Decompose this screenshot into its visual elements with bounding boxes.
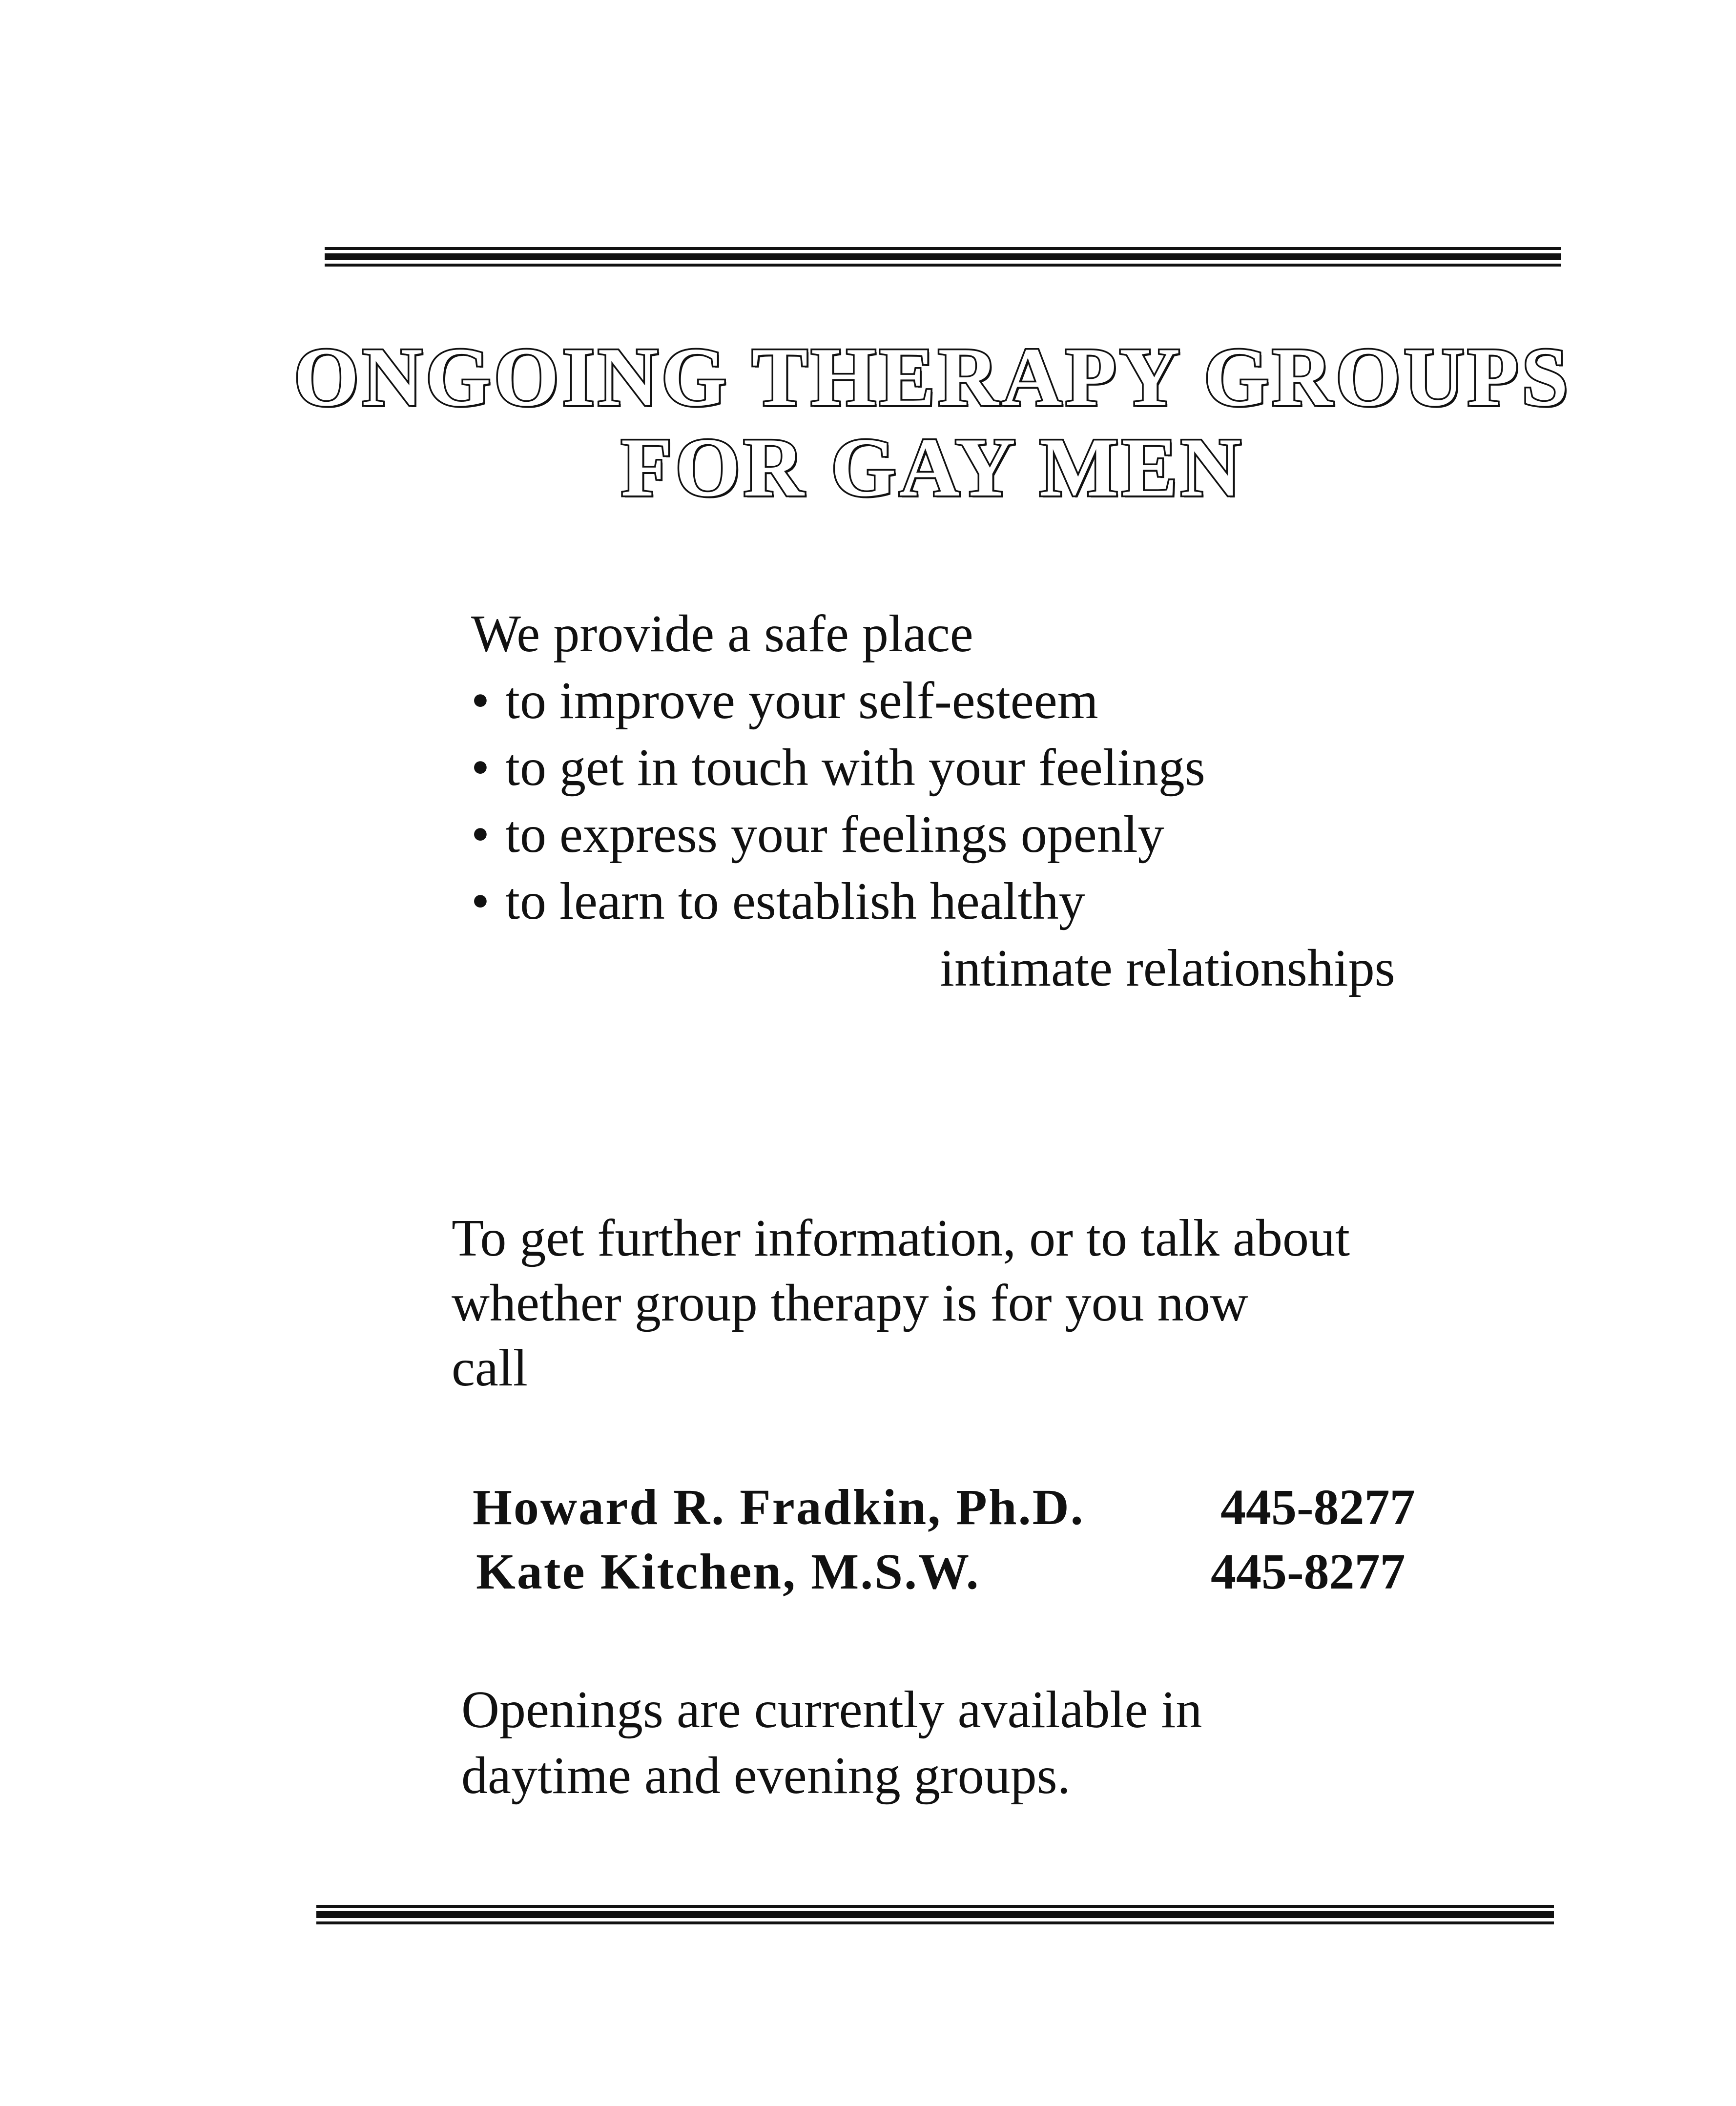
info-paragraph <box>452 1206 1350 1401</box>
contact-name: Howard R. Fradkin, Ph.D. <box>473 1479 1085 1535</box>
bullet-icon: • <box>471 672 490 730</box>
contact-phone: 445-8277 <box>1211 1544 1405 1600</box>
page-title-line-1: ONGOING THERAPY GROUPS <box>293 331 1571 424</box>
list-item-continuation: intimate relationships <box>940 939 1395 997</box>
bullet-icon: • <box>471 739 490 797</box>
bullet-icon: • <box>471 872 490 930</box>
top-decorative-rule <box>325 247 1561 271</box>
openings-line: daytime and evening groups. <box>461 1747 1071 1805</box>
list-item <box>471 734 1205 801</box>
rule-line <box>316 1905 1554 1908</box>
rule-line <box>325 264 1561 267</box>
list-item-text: to express your feelings openly <box>505 805 1164 864</box>
bottom-decorative-rule <box>316 1905 1554 1930</box>
bullet-icon: • <box>471 805 490 864</box>
info-line: To get further information, or to talk about <box>452 1209 1350 1267</box>
list-item <box>471 868 1205 935</box>
rule-line <box>316 1921 1554 1924</box>
rule-line <box>325 253 1561 260</box>
list-item-text: to improve your self-esteem <box>505 672 1098 730</box>
list-item <box>471 801 1205 868</box>
openings-paragraph <box>461 1677 1202 1809</box>
list-item-text: to get in touch with your feelings <box>505 739 1205 797</box>
rule-line <box>325 247 1561 250</box>
info-line: whether group therapy is for you now <box>452 1274 1248 1332</box>
info-line: call <box>452 1339 528 1397</box>
contact-phone: 445-8277 <box>1220 1479 1415 1535</box>
intro-block <box>471 600 1205 935</box>
openings-line: Openings are currently available in <box>461 1681 1202 1739</box>
list-item-text: to learn to establish healthy <box>505 872 1085 930</box>
rule-line <box>316 1911 1554 1918</box>
contact-name: Kate Kitchen, M.S.W. <box>476 1544 980 1600</box>
page-title-line-2: FOR GAY MEN <box>620 421 1244 514</box>
list-item <box>471 667 1205 734</box>
intro-lead: We provide a safe place <box>471 605 973 663</box>
